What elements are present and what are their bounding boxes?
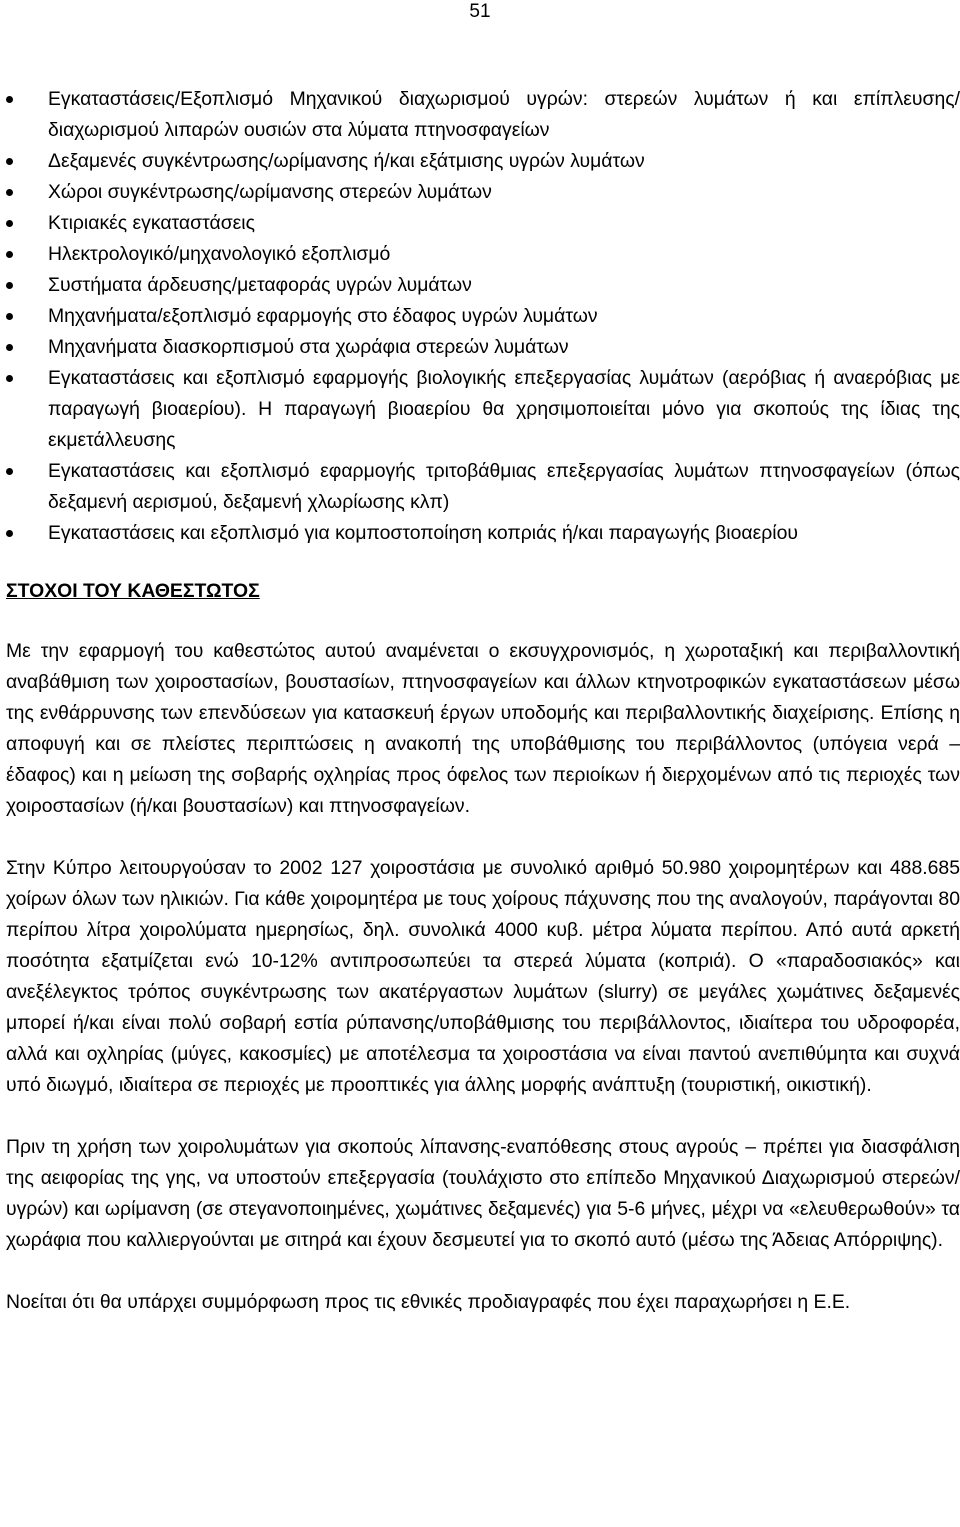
bullet-icon — [6, 158, 13, 165]
list-item-text: Εγκαταστάσεις και εξοπλισμό εφαρμογής βιολογικής επεξεργασίας λυμάτων (αερόβιας ή αναερόβιας με παραγωγή βιοαερίου). Η παραγωγή βιοαερίου θα χρησιμοποιείται μόνο για σκοπούς της ίδιας της εκμετάλλευσης — [48, 367, 960, 451]
equipment-list — [6, 84, 960, 549]
paragraph-objectives: Με την εφαρμογή του καθεστώτος αυτού αναμένεται ο εκσυγχρονισμός, η χωροταξική και περιβαλλοντική αναβάθμιση των χοιροστασίων, βουστασίων, πτηνοσφαγείων και άλλων κτηνοτροφικών εγκαταστάσεων μέσω της ενθάρρυνσης των επενδύσεων για κατασκευή έργων υποδομής και περιβαλλοντικής διαχείρισης. Επίσης η αποφυγή και σε πλείστες περιπτώσεις η ανακοπή της υποβάθμισης του περιβάλλοντος (υπόγεια νερά – έδαφος) και η μείωση της σοβαρής οχληρίας προς όφελος των περιοίκων ή διερχομένων από τις περιοχές των χοιροστασίων (ή/και βουστασίων) και πτηνοσφαγείων. — [6, 640, 960, 817]
list-item — [6, 456, 960, 518]
bullet-icon — [6, 468, 13, 475]
list-item — [6, 332, 960, 363]
bullet-icon — [6, 313, 13, 320]
list-item — [6, 239, 960, 270]
list-item-text: Χώροι συγκέντρωσης/ωρίμανσης στερεών λυμάτων — [48, 181, 492, 203]
list-item — [6, 84, 960, 146]
bullet-icon — [6, 251, 13, 258]
document-body — [6, 84, 960, 1318]
paragraph-compliance: Νοείται ότι θα υπάρχει συμμόρφωση προς τις εθνικές προδιαγραφές που έχει παραχωρήσει η Ε.Ε. — [6, 1291, 851, 1313]
bullet-icon — [6, 530, 13, 537]
list-item — [6, 270, 960, 301]
bullet-icon — [6, 375, 13, 382]
list-item — [6, 146, 960, 177]
list-item-text: Ηλεκτρολογικό/μηχανολογικό εξοπλισμό — [48, 243, 391, 265]
bullet-icon — [6, 344, 13, 351]
list-item — [6, 208, 960, 239]
list-item — [6, 518, 960, 549]
section-heading: ΣΤΟΧΟΙ ΤΟΥ ΚΑΘΕΣΤΩΤΟΣ — [6, 580, 260, 602]
list-item — [6, 301, 960, 332]
list-item-text: Συστήματα άρδευσης/μεταφοράς υγρών λυμάτων — [48, 274, 472, 296]
list-item-text: Μηχανήματα διασκορπισμού στα χωράφια στερεών λυμάτων — [48, 336, 569, 358]
bullet-icon — [6, 282, 13, 289]
list-item-text: Εγκαταστάσεις και εξοπλισμό για κομποστοποίηση κοπριάς ή/και παραγωγής βιοαερίου — [48, 522, 798, 544]
bullet-icon — [6, 189, 13, 196]
list-item-text: Μηχανήματα/εξοπλισμό εφαρμογής στο έδαφος υγρών λυμάτων — [48, 305, 598, 327]
bullet-icon — [6, 96, 13, 103]
paragraph-treatment: Πριν τη χρήση των χοιρολυμάτων για σκοπούς λίπανσης-εναπόθεσης στους αγρούς – πρέπει για διασφάλιση της αειφορίας της γης, να υποστούν επεξεργασία (τουλάχιστο στο επίπεδο Μηχανικού Διαχωρισμού στερεών/υγρών) και ωρίμανση (σε στεγανοποιημένες, χωμάτινες δεξαμενές) για 5-6 μήνες, μέχρι να «ελευθερωθούν» τα χωράφια που καλλιεργούνται με σιτηρά και έχουν δεσμευτεί για το σκοπό αυτό (μέσω της Άδειας Απόρριψης). — [6, 1136, 960, 1251]
bullet-icon — [6, 220, 13, 227]
list-item-text: Εγκαταστάσεις/Εξοπλισμό Μηχανικού διαχωρισμού υγρών: στερεών λυμάτων ή και επίπλευσης/διαχωρισμού λιπαρών ουσιών στα λύματα πτηνοσφαγείων — [48, 88, 960, 141]
paragraph-pig-farms: Στην Κύπρο λειτουργούσαν το 2002 127 χοιροστάσια με συνολικό αριθμό 50.980 χοιρομητέρων και 488.685 χοίρων όλων των ηλικιών. Για κάθε χοιρομητέρα με τους χοίρους πάχυνσης που της αναλογούν, παράγονται 80 περίπου λίτρα χοιρολύματα ημερησίως, δηλ. συνολικά 4000 κυβ. μέτρα λύματα περίπου. Από αυτά αρκετή ποσότητα εξατμίζεται ενώ 10-12% αντιπροσωπεύει τα στερεά λύματα (κοπριά). Ο «παραδοσιακός» και ανεξέλεγκτος τρόπος συγκέντρωσης των ακατέργαστων λυμάτων (slurry) σε μεγάλες χωμάτινες δεξαμενές μπορεί ή/και είναι πολύ σοβαρή εστία ρύπανσης/υποβάθμισης του περιβάλλοντος, ιδιαίτερα του υδροφορέα, αλλά και οχληρίας (μύγες, κακοσμίες) με αποτέλεσμα τα χοιροστάσια να είναι παντού ανεπιθύμητα και συχνά υπό διωγμό, ιδιαίτερα σε περιοχές με προοπτικές για άλλης μορφής ανάπτυξη (τουριστική, οικιστική). — [6, 857, 960, 1096]
list-item — [6, 363, 960, 456]
list-item — [6, 177, 960, 208]
list-item-text: Κτιριακές εγκαταστάσεις — [48, 212, 255, 234]
list-item-text: Εγκαταστάσεις και εξοπλισμό εφαρμογής τριτοβάθμιας επεξεργασίας λυμάτων πτηνοσφαγείων (όπως δεξαμενή αερισμού, δεξαμενή χλωρίωσης κλπ) — [48, 460, 960, 513]
list-item-text: Δεξαμενές συγκέντρωσης/ωρίμανσης ή/και εξάτμισης υγρών λυμάτων — [48, 150, 645, 172]
page-number: 51 — [469, 1, 491, 22]
